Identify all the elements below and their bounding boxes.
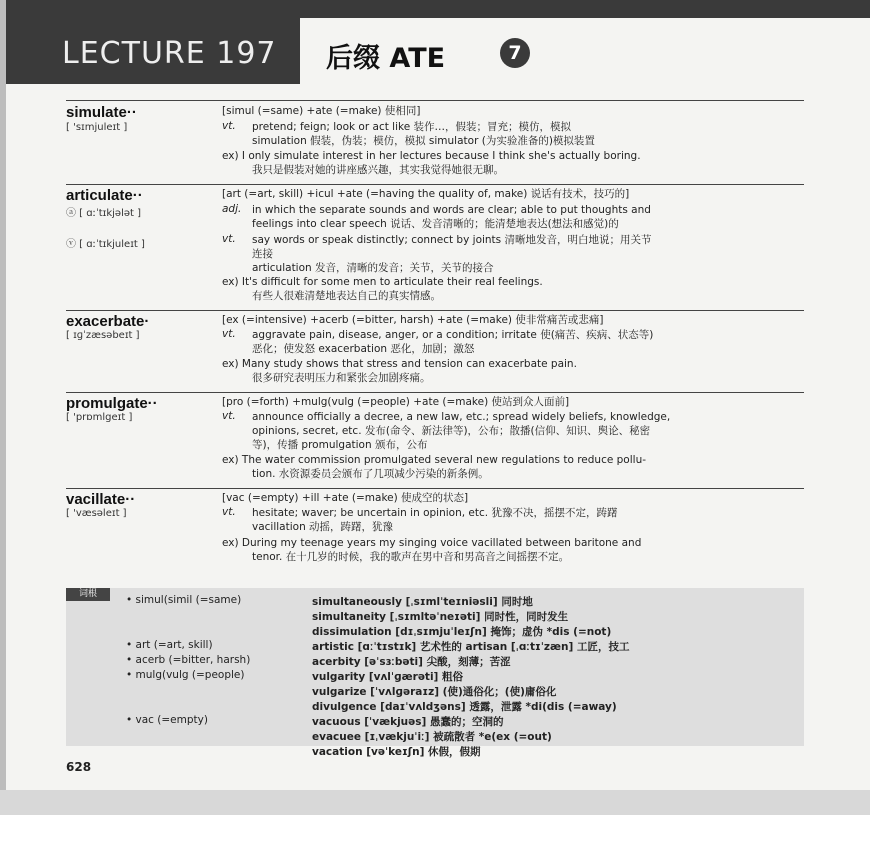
- definition-line: in which the separate sounds and words are clear; able to put thoughts and: [252, 204, 651, 216]
- pronunciation: [ 'sɪmjuleɪt ]: [66, 122, 128, 133]
- definition-line: 恶化；使发怒 exacerbation 恶化，加剧；激怒: [252, 343, 475, 355]
- example-translation: tenor. 在十几岁的时候，我的歌声在男中音和男高音之间摇摆不定。: [252, 551, 570, 563]
- pos-label: vt.: [222, 410, 236, 422]
- entry-divider: [66, 310, 804, 311]
- definition-line: vacillation 动摇，踌躇，犹豫: [252, 521, 394, 533]
- definition-line: 等)，传播 promulgation 颁布，公布: [252, 439, 428, 451]
- derived-word: vulgarity [vʌlˈɡærəti] 粗俗: [312, 671, 464, 683]
- definition-line: feelings into clear speech 说话、发音清晰的；能清楚地表达(想法和感觉)的: [252, 218, 619, 230]
- derived-word: dissimulation [dɪˌsɪmjuˈleɪʃn] 掩饰；虚伪 *dis (=not): [312, 626, 612, 638]
- root-tag: 词根: [66, 588, 110, 601]
- root-item: • acerb (=bitter, harsh): [126, 654, 251, 666]
- root-item: • mulg(vulg (=people): [126, 669, 245, 681]
- definition-line: say words or speak distinctly; connect by joints 清晰地发音，明白地说；用关节: [252, 234, 652, 246]
- headword: vacillate··: [66, 491, 136, 508]
- example-translation: 很多研究表明压力和紧张会加剧疼痛。: [252, 372, 431, 384]
- derived-word: vulgarize [ˈvʌlɡəraɪz] (使)通俗化；(使)庸俗化: [312, 686, 557, 698]
- example-line: ex) The water commission promulgated several new regulations to reduce pollu-: [222, 454, 647, 466]
- pos-label: vt.: [222, 506, 236, 518]
- definition-line: hesitate; waver; be uncertain in opinion, etc. 犹豫不决，摇摆不定，踌躇: [252, 507, 618, 519]
- root-item: • simul(simil (=same): [126, 594, 242, 606]
- entry-divider: [66, 100, 804, 101]
- etymology: [ex (=intensive) +acerb (=bitter, harsh) +ate (=make) 使非常痛苦或悲痛]: [222, 314, 604, 326]
- etymology: [art (=art, skill) +icul +ate (=having the quality of, make) 说话有技术，技巧的]: [222, 188, 630, 200]
- definition-line: articulation 发音，清晰的发音；关节，关节的接合: [252, 262, 494, 274]
- page-number: 628: [66, 760, 92, 774]
- pos-label: vt.: [222, 120, 236, 132]
- definition-line: 连接: [252, 248, 273, 260]
- definition-line: announce officially a decree, a new law, etc.; spread widely beliefs, knowledge,: [252, 411, 671, 423]
- pos-label: vt.: [222, 328, 236, 340]
- lecture-label: LECTURE 197: [62, 36, 277, 71]
- example-translation: tion. 水资源委员会颁布了几项减少污染的新条例。: [252, 468, 489, 480]
- derived-word: acerbity [əˈsɜːbəti] 尖酸，刻薄；苦涩: [312, 656, 511, 668]
- title-number-badge: 7: [500, 38, 530, 68]
- etymology: [pro (=forth) +mulg(vulg (=people) +ate (=make) 使站到众人面前]: [222, 396, 570, 408]
- derived-word: simultaneously [ˌsɪmlˈteɪniəsli] 同时地: [312, 596, 533, 608]
- entry-divider: [66, 392, 804, 393]
- root-item: • vac (=empty): [126, 714, 208, 726]
- pos-label: vt.: [222, 233, 236, 245]
- pronunciation-adjective: ⓐ [ ɑːˈtɪkjələt ]: [66, 208, 142, 219]
- etymology: [simul (=same) +ate (=make) 使相同]: [222, 105, 421, 117]
- example-line: ex) I only simulate interest in her lectures because I think she's actually boring.: [222, 150, 641, 162]
- example-line: ex) It's difficult for some men to articulate their real feelings.: [222, 276, 543, 288]
- page-edge: [0, 0, 6, 842]
- pronunciation: [ 'prɒmlgeɪt ]: [66, 412, 133, 423]
- root-item: • art (=art, skill): [126, 639, 213, 651]
- definition-line: simulation 假装，伪装；模仿，模拟 simulator (为实验准备的)模拟装置: [252, 135, 595, 147]
- derived-word: evacuee [ɪˌvækjuˈiː] 被疏散者 *e(ex (=out): [312, 731, 552, 743]
- headword: promulgate··: [66, 395, 158, 412]
- headword: articulate··: [66, 187, 143, 204]
- derived-word: simultaneity [ˌsɪmltəˈneɪəti] 同时性，同时发生: [312, 611, 569, 623]
- pronunciation: [ ɪɡˈzæsəbeɪt ]: [66, 330, 140, 341]
- pronunciation: [ 'væsəleɪt ]: [66, 508, 127, 519]
- etymology: [vac (=empty) +ill +ate (=make) 使成空的状态]: [222, 492, 469, 504]
- scan-margin: [0, 815, 870, 842]
- derived-word: artistic [ɑːˈtɪstɪk] 艺术性的 artisan [ˌɑːtɪˈzæn] 工匠，技工: [312, 641, 630, 653]
- derived-word: divulgence [daɪˈvʌldʒəns] 透露，泄露 *di(dis (=away): [312, 701, 617, 713]
- example-translation: 有些人很难清楚地表达自己的真实情感。: [252, 290, 441, 302]
- pos-label: adj.: [222, 203, 242, 215]
- definition-line: pretend; feign; look or act like 装作…，假装；冒充；模仿，模拟: [252, 121, 572, 133]
- derived-word: vacuous [ˈvækjuəs] 愚蠢的；空洞的: [312, 716, 504, 728]
- definition-line: opinions, secret, etc. 发布(命令、新法律等)，公布；散播(信仰、知识、舆论、秘密: [252, 425, 651, 437]
- pronunciation-verb: ⓥ [ ɑːˈtɪkjuleɪt ]: [66, 239, 145, 250]
- entry-divider: [66, 488, 804, 489]
- derived-word: vacation [vəˈkeɪʃn] 休假，假期: [312, 746, 481, 758]
- headword: simulate··: [66, 104, 137, 121]
- example-line: ex) Many study shows that stress and tension can exacerbate pain.: [222, 358, 577, 370]
- entry-divider: [66, 184, 804, 185]
- example-translation: 我只是假装对她的讲座感兴趣，其实我觉得她很无聊。: [252, 164, 504, 176]
- definition-line: aggravate pain, disease, anger, or a condition; irritate 使(痛苦、疾病、状态等): [252, 329, 654, 341]
- example-line: ex) During my teenage years my singing voice vacillated between baritone and: [222, 537, 642, 549]
- page-title: 后缀 ATE: [326, 43, 446, 74]
- headword: exacerbate·: [66, 313, 150, 330]
